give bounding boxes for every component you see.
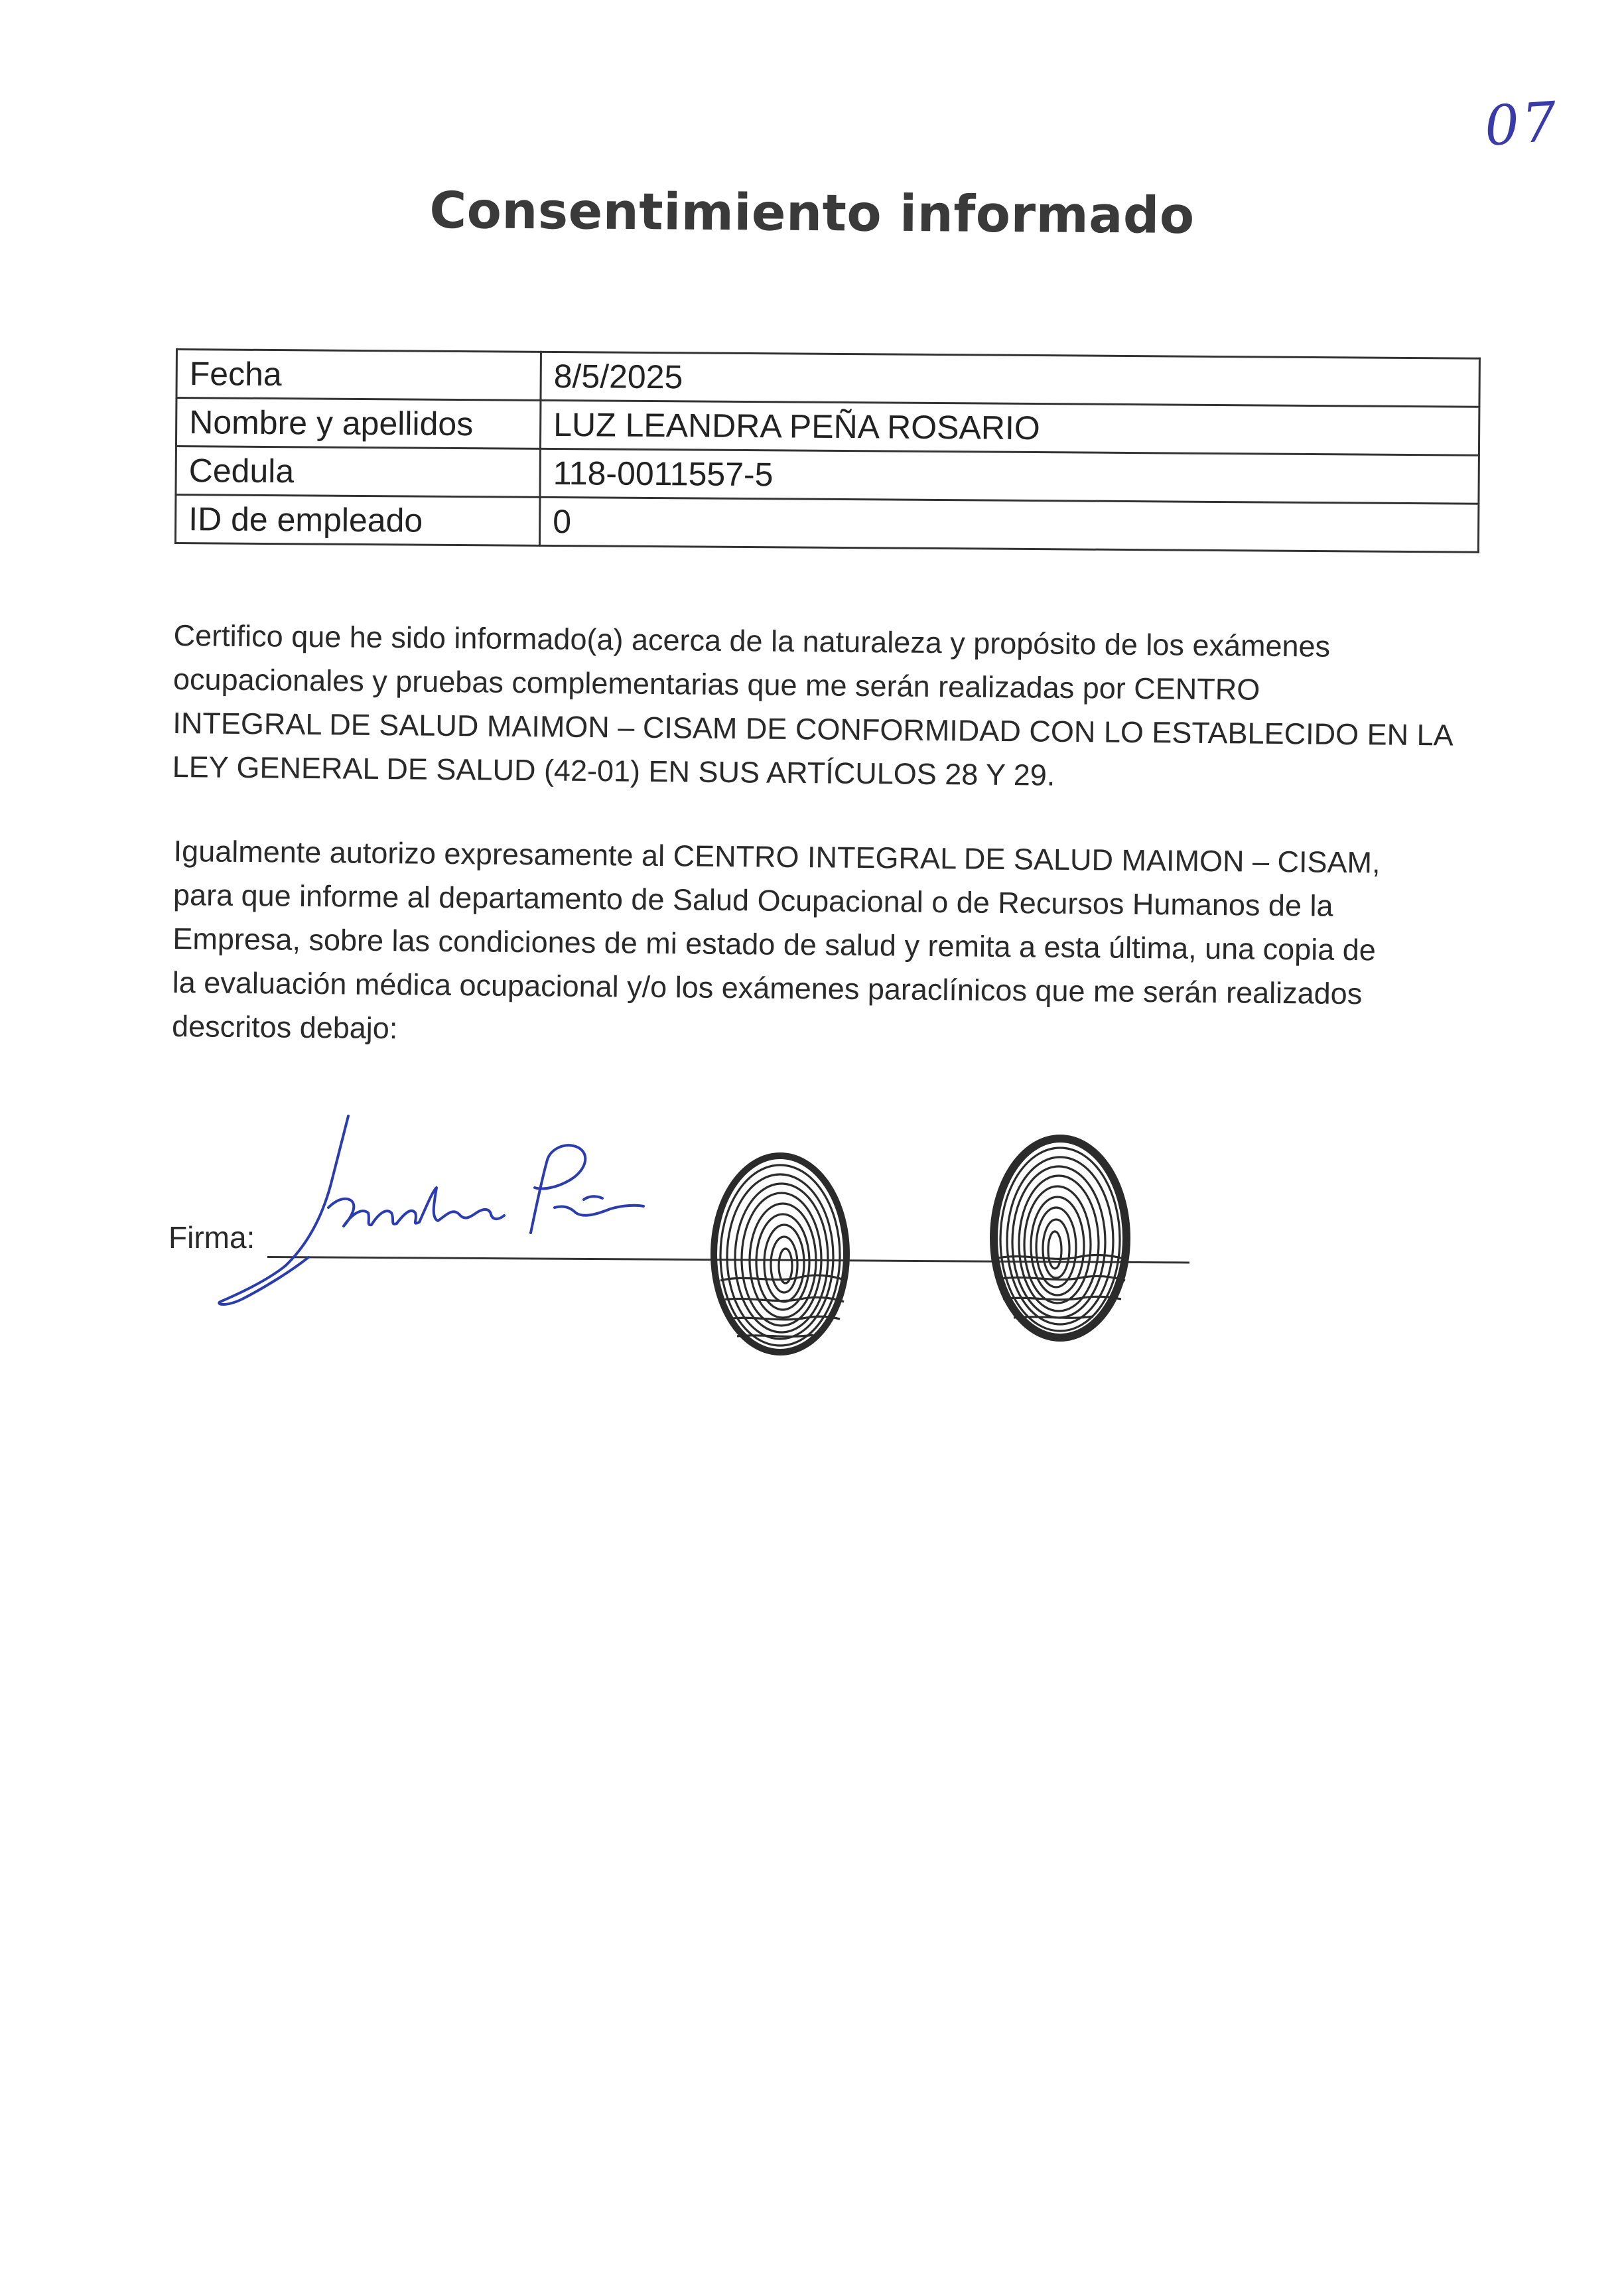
table-row: [176, 350, 1479, 407]
table-row: [176, 447, 1479, 504]
paragraph-line: Certifico que he sido informado(a) acerca de la naturaleza y propósito de los exámenes: [173, 618, 1331, 663]
table-value-nombre: LUZ LEANDRA PEÑA ROSARIO: [540, 400, 1479, 455]
paragraph-line: ocupacionales y pruebas complementarias que me serán realizadas por CENTRO: [172, 661, 1260, 707]
paragraph-line: INTEGRAL DE SALUD MAIMON – CISAM DE CONFORMIDAD CON LO ESTABLECIDO EN LA: [172, 705, 1454, 752]
certification-paragraph: [172, 614, 1473, 801]
info-table: [174, 348, 1481, 553]
paragraph-line: la evaluación médica ocupacional y/o los exámenes paraclínicos que me serán realizados: [172, 965, 1363, 1011]
fingerprint-right: [987, 1132, 1133, 1344]
table-label-nombre: Nombre y apellidos: [176, 398, 540, 449]
table-label-cedula: Cedula: [176, 447, 540, 498]
paragraph-line: para que informe al departamento de Salud Ocupacional o de Recursos Humanos de la: [172, 877, 1333, 923]
handwritten-signature: [212, 1108, 650, 1320]
fingerprint-ridges: [994, 1139, 1126, 1338]
table-label-id-empleado: ID de empleado: [175, 495, 539, 546]
document-title: Consentimiento informado: [429, 180, 1195, 245]
table-value-cedula: 118-0011557-5: [540, 449, 1479, 504]
table-value-id-empleado: 0: [539, 497, 1478, 552]
table-value-fecha: 8/5/2025: [541, 352, 1479, 407]
paragraph-line: descritos debajo:: [171, 1008, 398, 1046]
fingerprint-ridges: [714, 1156, 846, 1352]
paragraph-line: LEY GENERAL DE SALUD (42-01) EN SUS ARTÍCULOS 28 Y 29.: [172, 749, 1055, 792]
fingerprint-left: [707, 1148, 853, 1360]
table-label-fecha: Fecha: [176, 350, 541, 401]
paragraph-line: Igualmente autorizo expresamente al CENTRO INTEGRAL DE SALUD MAIMON – CISAM,: [173, 833, 1381, 880]
signature-label: Firma:: [169, 1220, 255, 1255]
authorization-paragraph: [172, 829, 1474, 1061]
signature-strokes: [219, 1116, 643, 1304]
table-row: [175, 495, 1478, 553]
table-row: [176, 398, 1479, 456]
handwritten-page-number: 07: [1482, 90, 1562, 159]
paragraph-line: Empresa, sobre las condiciones de mi estado de salud y remita a esta última, una copia de: [172, 921, 1377, 967]
